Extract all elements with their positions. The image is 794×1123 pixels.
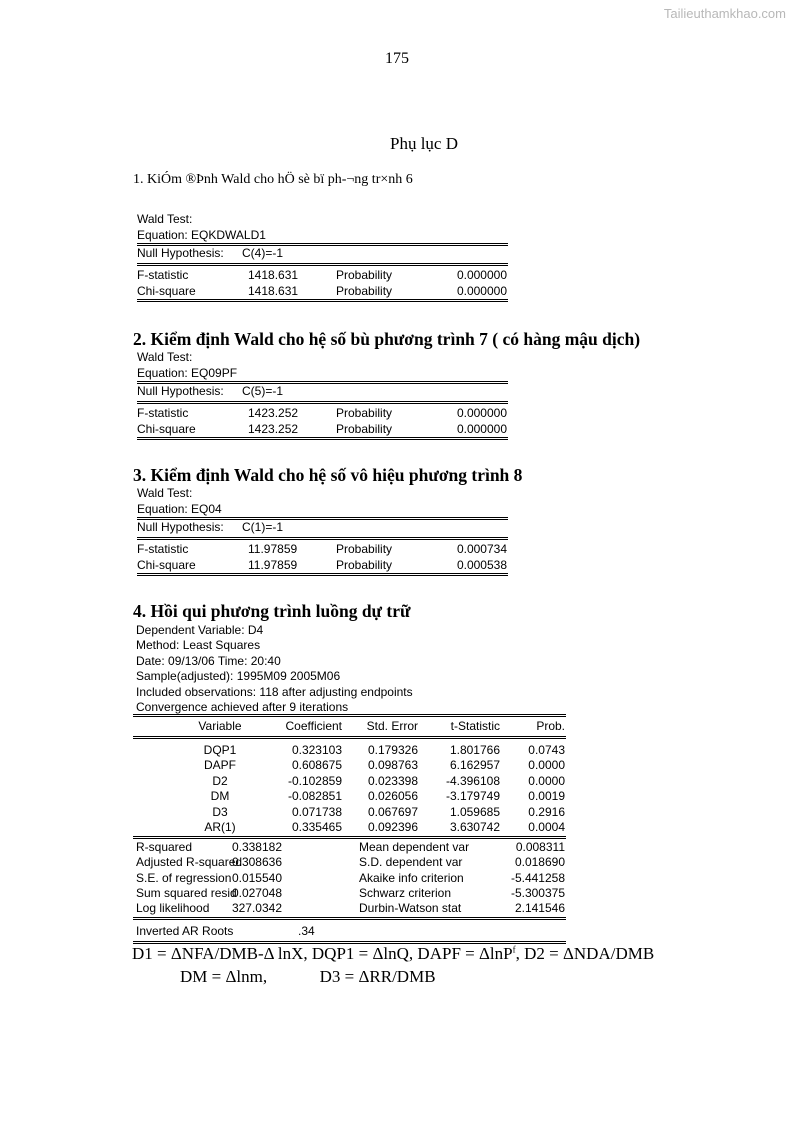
stat-value: 0.008311 xyxy=(515,839,565,854)
stat-value: 0.308636 xyxy=(231,855,282,870)
prob-label: Probability xyxy=(336,557,393,572)
std-error-cell: 0.092396 xyxy=(367,819,418,834)
prob-cell: 0.0004 xyxy=(528,819,565,834)
prob-label: Probability xyxy=(336,268,393,282)
prob-value: 0.000734 xyxy=(456,542,507,556)
prob-cell: 0.0743 xyxy=(528,742,565,757)
stat-value: -5.441258 xyxy=(510,870,565,885)
table-row xyxy=(133,820,566,839)
prob-value: 0.000000 xyxy=(456,283,507,298)
stat-row xyxy=(137,406,508,422)
null-hypothesis xyxy=(137,520,508,540)
null-label: Null Hypothesis: xyxy=(137,384,224,398)
wald-title: Wald Test: xyxy=(137,486,193,500)
formula-superscript: f xyxy=(512,944,516,955)
coefficient-cell: 0.323103 xyxy=(291,742,342,757)
stats-row xyxy=(133,901,566,920)
stats-row xyxy=(133,886,566,901)
formula-line-2 xyxy=(180,967,436,987)
table-row xyxy=(133,743,566,758)
null-hypothesis xyxy=(137,384,508,404)
variable-cell: DM xyxy=(210,789,230,804)
stat-value: 1418.631 xyxy=(248,268,299,282)
wald-equation: Equation: EQKDWALD1 xyxy=(137,228,508,247)
stat-label: Akaike info criterion xyxy=(359,870,464,885)
info-line: Sample(adjusted): 1995M09 2005M06 xyxy=(136,669,341,684)
stat-label: S.E. of regression xyxy=(136,870,232,885)
table-row xyxy=(133,805,566,820)
section2-heading: 2. Kiểm định Wald cho hệ số bù phương trình 7 ( có hàng mậu dịch) xyxy=(133,329,641,349)
stat-label: F-statistic xyxy=(137,406,189,420)
wald-test-3 xyxy=(137,486,508,576)
coefficient-cell: -0.082851 xyxy=(287,789,342,804)
stat-value: 327.0342 xyxy=(231,901,282,916)
prob-cell: 0.2916 xyxy=(528,804,565,819)
column-header: Prob. xyxy=(536,718,565,733)
coefficient-cell: 0.335465 xyxy=(291,819,342,834)
stat-row xyxy=(137,284,508,303)
watermark: Tailieuthamkhao.com xyxy=(663,6,786,21)
wald-test-1 xyxy=(137,212,508,302)
null-value: C(4)=-1 xyxy=(242,246,284,260)
stat-label: Chi-square xyxy=(137,283,196,298)
prob-value: 0.000538 xyxy=(456,557,507,572)
info-line: Method: Least Squares xyxy=(136,638,261,653)
t-statistic-cell: -4.396108 xyxy=(445,773,500,788)
t-statistic-cell: 1.059685 xyxy=(449,804,500,819)
null-label: Null Hypothesis: xyxy=(137,520,224,534)
stat-label: Mean dependent var xyxy=(359,839,470,854)
t-statistic-cell: 6.162957 xyxy=(449,758,500,773)
formula-text: DM = Δlnm, xyxy=(180,967,268,986)
stat-label: S.D. dependent var xyxy=(359,855,463,870)
stat-label: Chi-square xyxy=(137,557,196,572)
info-line: Included observations: 118 after adjusting endpoints xyxy=(136,684,413,699)
regression-output xyxy=(133,623,566,944)
stat-value: 0.338182 xyxy=(231,839,282,854)
wald-equation: Equation: EQ04 xyxy=(137,502,508,521)
stat-value: 1423.252 xyxy=(248,406,299,420)
prob-value: 0.000000 xyxy=(456,406,507,420)
stat-row xyxy=(137,422,508,441)
stat-value: -5.300375 xyxy=(510,886,565,901)
wald-equation: Equation: EQ09PF xyxy=(137,366,508,385)
null-value: C(1)=-1 xyxy=(242,520,284,534)
stat-row xyxy=(137,268,508,284)
wald-test-2 xyxy=(137,350,508,440)
info-line: Convergence achieved after 9 iterations xyxy=(133,700,566,717)
formula-text: D1 = ΔNFA/DMB-Δ lnX, DQP1 = ΔlnQ, DAPF = ΔlnP xyxy=(132,944,513,963)
column-header: Std. Error xyxy=(366,718,418,733)
variable-cell: D2 xyxy=(212,773,228,788)
table-row xyxy=(133,758,566,773)
prob-label: Probability xyxy=(336,406,393,420)
prob-label: Probability xyxy=(336,421,393,436)
stat-value: 2.141546 xyxy=(514,901,565,916)
stats-row xyxy=(133,840,566,855)
variable-cell: DAPF xyxy=(203,758,236,773)
stat-value: 0.015540 xyxy=(231,870,282,885)
stat-label: Log likelihood xyxy=(136,901,210,916)
std-error-cell: 0.179326 xyxy=(367,742,418,757)
coefficient-cell: 0.071738 xyxy=(291,804,342,819)
appendix-title: Phụ lục D xyxy=(390,134,458,153)
variable-cell: AR(1) xyxy=(204,819,236,834)
page-number: 175 xyxy=(385,50,409,67)
stat-value: 11.97859 xyxy=(248,542,298,556)
variable-cell: DQP1 xyxy=(203,742,237,757)
formula-line-1 xyxy=(132,944,654,964)
column-header: Variable xyxy=(198,718,242,733)
ar-roots-value: .34 xyxy=(298,924,315,939)
stat-value: 1423.252 xyxy=(248,421,299,436)
table-row xyxy=(133,789,566,804)
info-line: Dependent Variable: D4 xyxy=(136,623,264,637)
stat-label: F-statistic xyxy=(137,268,189,282)
formula-text: , D2 = ΔNDA/DMB xyxy=(515,944,655,963)
prob-value: 0.000000 xyxy=(456,268,507,282)
stat-label: F-statistic xyxy=(137,542,189,556)
wald-title: Wald Test: xyxy=(137,350,193,364)
section1-heading: 1. KiÓm ®Þnh Wald cho hÖ sè bï ph-¬ng tr×nh 6 xyxy=(133,172,413,187)
column-header: t-Statistic xyxy=(450,718,500,733)
stats-row xyxy=(133,855,566,870)
stat-row xyxy=(137,558,508,577)
variable-cell: D3 xyxy=(212,804,228,819)
stats-row xyxy=(133,871,566,886)
ar-roots-label: Inverted AR Roots xyxy=(136,924,234,939)
stat-value: 0.027048 xyxy=(231,886,282,901)
stat-value: 1418.631 xyxy=(248,283,299,298)
stat-label: Chi-square xyxy=(137,421,196,436)
formula-text: D3 = ΔRR/DMB xyxy=(319,967,436,986)
ar-roots-row xyxy=(133,924,566,944)
stat-label: R-squared xyxy=(136,839,193,854)
stat-row xyxy=(137,542,508,558)
table-row xyxy=(133,774,566,789)
info-line: Date: 09/13/06 Time: 20:40 xyxy=(136,653,281,668)
stat-value: 11.97859 xyxy=(248,557,298,572)
stat-value: 0.018690 xyxy=(514,855,565,870)
prob-cell: 0.0000 xyxy=(528,758,565,773)
table-header xyxy=(133,719,566,739)
prob-cell: 0.0019 xyxy=(528,789,565,804)
column-header: Coefficient xyxy=(285,718,342,733)
std-error-cell: 0.026056 xyxy=(367,789,418,804)
t-statistic-cell: 1.801766 xyxy=(449,742,500,757)
stat-label: Durbin-Watson stat xyxy=(359,901,462,916)
prob-value: 0.000000 xyxy=(456,421,507,436)
prob-label: Probability xyxy=(336,542,393,556)
stat-label: Schwarz criterion xyxy=(359,886,452,901)
null-hypothesis xyxy=(137,246,508,266)
t-statistic-cell: -3.179749 xyxy=(445,789,500,804)
null-label: Null Hypothesis: xyxy=(137,246,224,260)
stat-label: Adjusted R-squared xyxy=(136,855,243,870)
t-statistic-cell: 3.630742 xyxy=(449,819,500,834)
coefficient-cell: 0.608675 xyxy=(291,758,342,773)
prob-cell: 0.0000 xyxy=(528,773,565,788)
std-error-cell: 0.023398 xyxy=(367,773,418,788)
summary-stats xyxy=(133,840,566,945)
std-error-cell: 0.067697 xyxy=(367,804,418,819)
stat-label: Sum squared resid xyxy=(136,886,237,901)
prob-label: Probability xyxy=(336,283,393,298)
std-error-cell: 0.098763 xyxy=(367,758,418,773)
null-value: C(5)=-1 xyxy=(242,384,284,398)
section4-heading: 4. Hồi qui phương trình luồng dự trữ xyxy=(133,601,411,621)
section3-heading: 3. Kiểm định Wald cho hệ số vô hiệu phương trình 8 xyxy=(133,465,523,485)
coefficient-cell: -0.102859 xyxy=(287,773,342,788)
coefficient-table xyxy=(133,719,566,839)
wald-title: Wald Test: xyxy=(137,212,193,226)
